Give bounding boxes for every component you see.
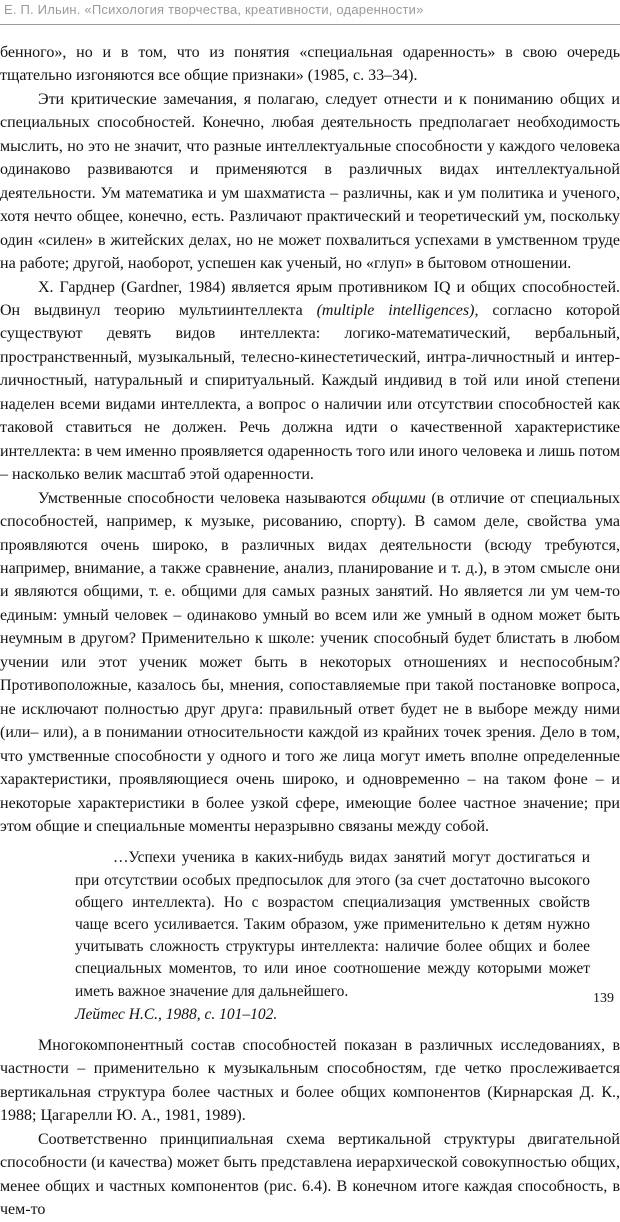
quote-source: Лейтес Н.С., 1988, с. 101–102. <box>75 1005 278 1023</box>
body-text <box>0 41 620 1222</box>
paragraph-6: Соответственно принципиальная схема вертикальной структуры двигательной способности (и качества) может быть представлена иерархической совокупностью общих, менее общих и частных компонентов (рис. 6.4). В конечном итоге каждая способность, в чем-то <box>0 1130 620 1219</box>
paragraph-5: Многокомпонентный состав способностей показан в различных исследованиях, в частности – применительно к музыкальным способностям, где четко прослеживается вертикальная структура более частных и более общих компонентов (Кирнарская Д. К., 1988; Цагарелли Ю. А., 1981, 1989). <box>0 1037 620 1125</box>
paragraph-4-text-a: Умственные способности человека называются <box>38 489 372 507</box>
paragraph-3-text-a: Х. Гарднер (Gardner, 1984) является ярым противником IQ и общих способностей. Он выдвинул теорию мультиинтеллекта <box>0 278 620 319</box>
quote-text: …Успехи ученика в каких-нибудь видах занятий могут достигаться и при отсутствии особых предпосылок для этого (за счет достаточно высокого общего интеллекта). Но с возрастом специализация умственных свойств чаще всего усиливается. Таким образом, уже применительно к детям нужно учитывать сложность структуры интеллекта: наличие более общих и более специальных моментов, то или иное соотношение между которыми может иметь важное значение для дальнейшего. <box>75 849 590 1000</box>
running-head: Е. П. Ильин. «Психология творчества, креативности, одаренности» <box>4 2 424 17</box>
header-rule <box>0 24 620 25</box>
paragraph-4-term: общими <box>371 489 426 507</box>
paragraph-2: Эти критические замечания, я полагаю, следует отнести и к пониманию общих и специальных способностей. Конечно, любая деятельность предполагает необходимость мыслить, но это не значит, что разные интеллектуальные способности у каждого человека одинаково развиваются и применяются в различных видах интеллектуальной деятельности. Ум математика и ум шахматиста – различны, как и ум политика и ученого, хотя нечто общее, конечно, есть. Различают практический и теоретический ум, поскольку один «силен» в житейских делах, но не может похвалиться успехами в умственном труде на работе; другой, наоборот, успешен как ученый, но «глуп» в бытовом отношении. <box>0 90 620 273</box>
paragraph-4 <box>0 487 620 839</box>
block-quote <box>75 847 590 1026</box>
paragraph-3-term: (multiple intelligences), <box>316 301 479 319</box>
paragraph-3 <box>0 276 620 487</box>
paragraph-1: бенного», но и в том, что из понятия «специальная одаренность» в свою очередь тщательно изгоняются все общие признаки» (1985, с. 33–34). <box>0 44 620 85</box>
paragraph-3-text-b: согласно которой существуют девять видов интеллекта: логико-математический, вербальный, пространственный, музыкальный, телесно-кинестетический, интра-личностный и интер-личностный, натуральный и спиритуальный. Каждый индивид в той или иной степени наделен всеми видами интеллекта, а вопрос о наличии или отсутствии способностей как таковой ставиться не должен. Речь должна идти о качественной характеристике интеллекта: в чем именно проявляется одаренность того или иного человека и лишь потом – насколько велик масштаб этой одаренности. <box>0 301 620 484</box>
paragraph-4-text-b: (в отличие от специальных способностей, например, к музыке, рисованию, спорту). В самом деле, свойства ума проявляются очень широко, в различных видах деятельности (всюду требуются, например, внимание, а также сравнение, анализ, планирование и т. д.), в этом смысле они и являются общими, т. е. общими для самых разных занятий. Но является ли ум чем-то единым: умный человек – одинаково умный во всем или же умный в одном может быть неумным в другом? Применительно к школе: ученик способный будет блистать в любом учении или этот ученик может быть в некоторых отношениях и неспособным? Противоположные, казалось бы, мнения, сопоставляемые при такой постановке вопроса, не исключают полностью друг друга: правильный ответ будет не в выборе между ними (или– или), а в понимании относительности каждой из крайних точек зрения. Дело в том, что умственные способности у одного и того же лица могут иметь вполне определенные характеристики, проявляющиеся очень широко, и одновременно – на таком фоне – и некоторые характеристики в более узкой сфере, имеющие более частное значение; при этом общие и специальные моменты неразрывно связаны между собой. <box>0 489 620 835</box>
page-number: 139 <box>593 991 614 1006</box>
